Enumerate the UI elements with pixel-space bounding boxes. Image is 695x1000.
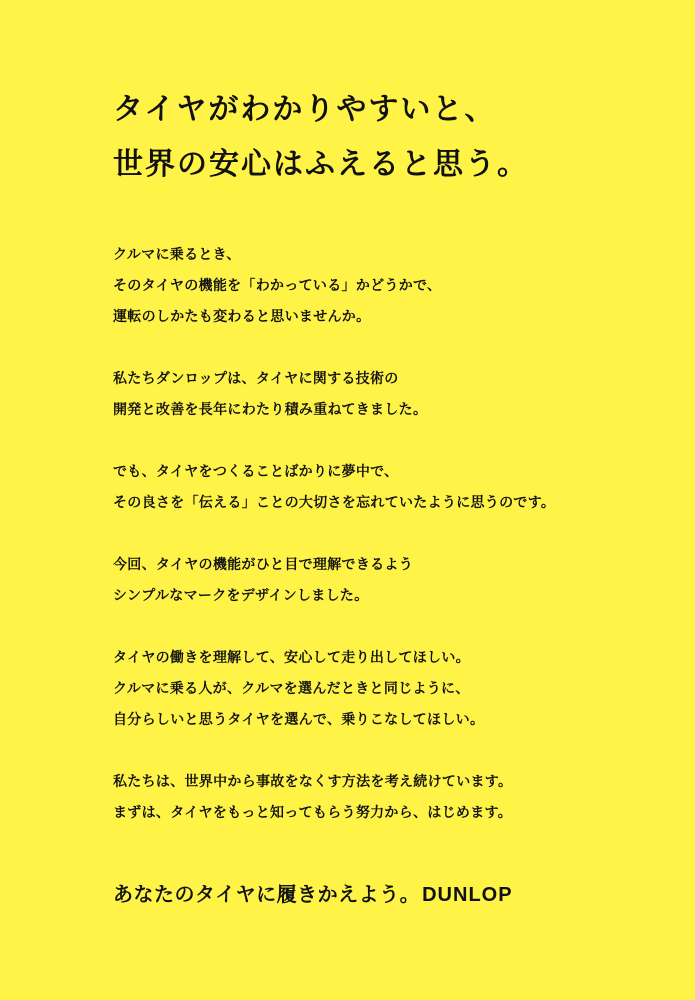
body-line: 開発と改善を長年にわたり積み重ねてきました。 — [113, 402, 428, 418]
brand-logo: DUNLOP — [422, 884, 513, 906]
body-line: その良さを「伝える」ことの大切さを忘れていたように思うのです。 — [113, 495, 556, 511]
body-line: タイヤの働きを理解して、安心して走り出してほしい。 — [113, 650, 470, 666]
headline — [113, 82, 529, 192]
body-line: シンプルなマークをデザインしました。 — [113, 588, 369, 604]
body-line: 自分らしいと思うタイヤを選んで、乗りこなしてほしい。 — [113, 712, 485, 728]
body-paragraph — [113, 767, 555, 829]
body-line: 今回、タイヤの機能がひと目で理解できるよう — [113, 557, 414, 573]
body-line: 私たちは、世界中から事故をなくす方法を考え続けています。 — [113, 774, 513, 790]
headline-line-2: 世界の安心はふえると思う。 — [113, 147, 529, 182]
body-paragraph — [113, 550, 555, 612]
body-line: でも、タイヤをつくることばかりに夢中で、 — [113, 464, 399, 480]
body-line: 私たちダンロップは、タイヤに関する技術の — [113, 371, 399, 387]
body-line: そのタイヤの機能を「わかっている」かどうかで、 — [113, 278, 442, 294]
body-copy — [113, 240, 555, 860]
body-paragraph — [113, 240, 555, 333]
headline-line-1: タイヤがわかりやすいと、 — [113, 92, 497, 127]
body-paragraph — [113, 643, 555, 736]
body-line: 運転のしかたも変わると思いませんか。 — [113, 309, 371, 325]
body-paragraph — [113, 457, 555, 519]
tagline — [113, 876, 513, 913]
body-line: まずは、タイヤをもっと知ってもらう努力から、はじめます。 — [113, 805, 512, 821]
body-line: クルマに乗るとき、 — [113, 247, 241, 263]
body-line: クルマに乗る人が、クルマを選んだときと同じように、 — [113, 681, 470, 697]
body-paragraph — [113, 364, 555, 426]
tagline-text: あなたのタイヤに履きかえよう。 — [113, 882, 421, 906]
